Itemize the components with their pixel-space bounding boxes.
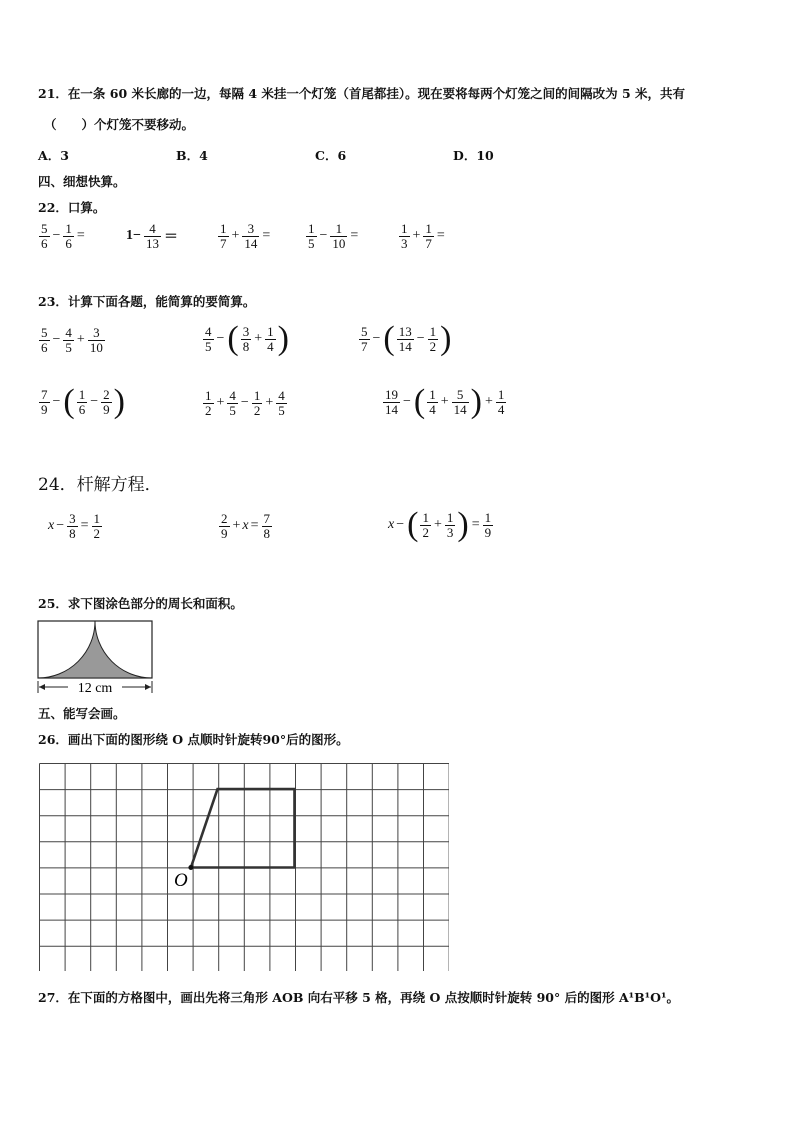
q25-title: 25．求下图涂色部分的周长和面积。 <box>38 596 243 611</box>
q23-expr-2: $\frac{4}{5}$ − ( $\frac{3}{8}$ + $\frac{1}{4}$ ) <box>205 320 289 357</box>
rotation-grid <box>39 763 449 971</box>
shaded-figure <box>36 619 156 697</box>
point-o-label: O <box>174 870 188 891</box>
q24-equation-3: x − ( $\frac{1}{2}$ + $\frac{1}{3}$ ) = $\frac{1}{9}$ <box>388 506 492 543</box>
q21-option-c: C．6 <box>315 148 347 163</box>
q24-equation-2: $\frac{2}{9}$ + x = $\frac{7}{8}$ <box>221 511 271 541</box>
q23-expr-1: $\frac{5}{6}$ − $\frac{4}{5}$ + $\frac{3}{10}$ <box>41 325 103 355</box>
fraction: $\frac{4}{13}$ <box>145 221 159 251</box>
q22-title: 22．口算。 <box>38 200 106 215</box>
q24-equation-1: x − $\frac{3}{8}$ = $\frac{1}{2}$ <box>48 511 101 541</box>
q23-expr-4: $\frac{7}{9}$ − ( $\frac{1}{6}$ − $\frac{2}{9}$ ) <box>41 383 125 420</box>
fraction: $\frac{5}{6}$ <box>41 221 48 251</box>
fraction: $\frac{1}{5}$ <box>308 221 315 251</box>
q21-option-a: A．3 <box>38 148 69 163</box>
fraction: $\frac{3}{14}$ <box>244 221 258 251</box>
fraction: $\frac{1}{10}$ <box>332 221 346 251</box>
q22-expr-3: $\frac{1}{7}$ + $\frac{3}{14}$ = <box>220 221 271 251</box>
q21-option-b: B．4 <box>176 148 208 163</box>
q23-expr-5: $\frac{1}{2}$ + $\frac{4}{5}$ − $\frac{1}{2}$ + $\frac{4}{5}$ <box>205 388 285 418</box>
q22-expr-5: $\frac{1}{3}$ + $\frac{1}{7}$ = <box>401 221 445 251</box>
q21-line1: 21．在一条 60 米长廊的一边，每隔 4 米挂一个灯笼（首尾都挂）。现在要将每两个灯笼之间的间隔改为 5 米，共有 <box>38 86 686 101</box>
fraction: $\frac{1}{7}$ <box>220 221 227 251</box>
dimension-label: 12 cm <box>77 681 113 696</box>
fraction: $\frac{1}{7}$ <box>425 221 432 251</box>
q26-title: 26．画出下面的图形绕 O 点顺时针旋转90°后的图形。 <box>38 732 349 747</box>
q23-expr-3: $\frac{5}{7}$ − ( $\frac{13}{14}$ − $\frac{1}{2}$ ) <box>361 320 452 357</box>
q22-expr-1: $\frac{5}{6}$ − $\frac{1}{6}$ = <box>41 221 85 251</box>
fraction: $\frac{1}{6}$ <box>65 221 72 251</box>
quadrilateral-shape <box>191 789 295 867</box>
section-five-heading: 五、能写会画。 <box>38 706 126 721</box>
q23-expr-6: $\frac{19}{14}$ − ( $\frac{1}{4}$ + $\frac{5}{14}$ ) + $\frac{1}{4}$ <box>385 383 505 420</box>
q23-title: 23．计算下面各题，能简算的要简算。 <box>38 294 256 309</box>
q21-line2: （ ）个灯笼不要移动。 <box>44 117 195 132</box>
q24-title: 24．杆解方程． <box>38 475 162 495</box>
fraction: $\frac{1}{3}$ <box>401 221 408 251</box>
point-o <box>188 865 193 870</box>
q21-option-d: D．10 <box>453 148 494 163</box>
section-four-heading: 四、细想快算。 <box>38 174 126 189</box>
q22-expr-4: $\frac{1}{5}$ − $\frac{1}{10}$ = <box>308 221 359 251</box>
q22-expr-2: 1− $\frac{4}{13}$ ＝ <box>126 221 178 251</box>
q27-text: 27．在下面的方格图中，画出先将三角形 AOB 向右平移 5 格，再绕 O 点按顺时针旋转 90° 后的图形 A¹B¹O¹。 <box>38 990 680 1005</box>
